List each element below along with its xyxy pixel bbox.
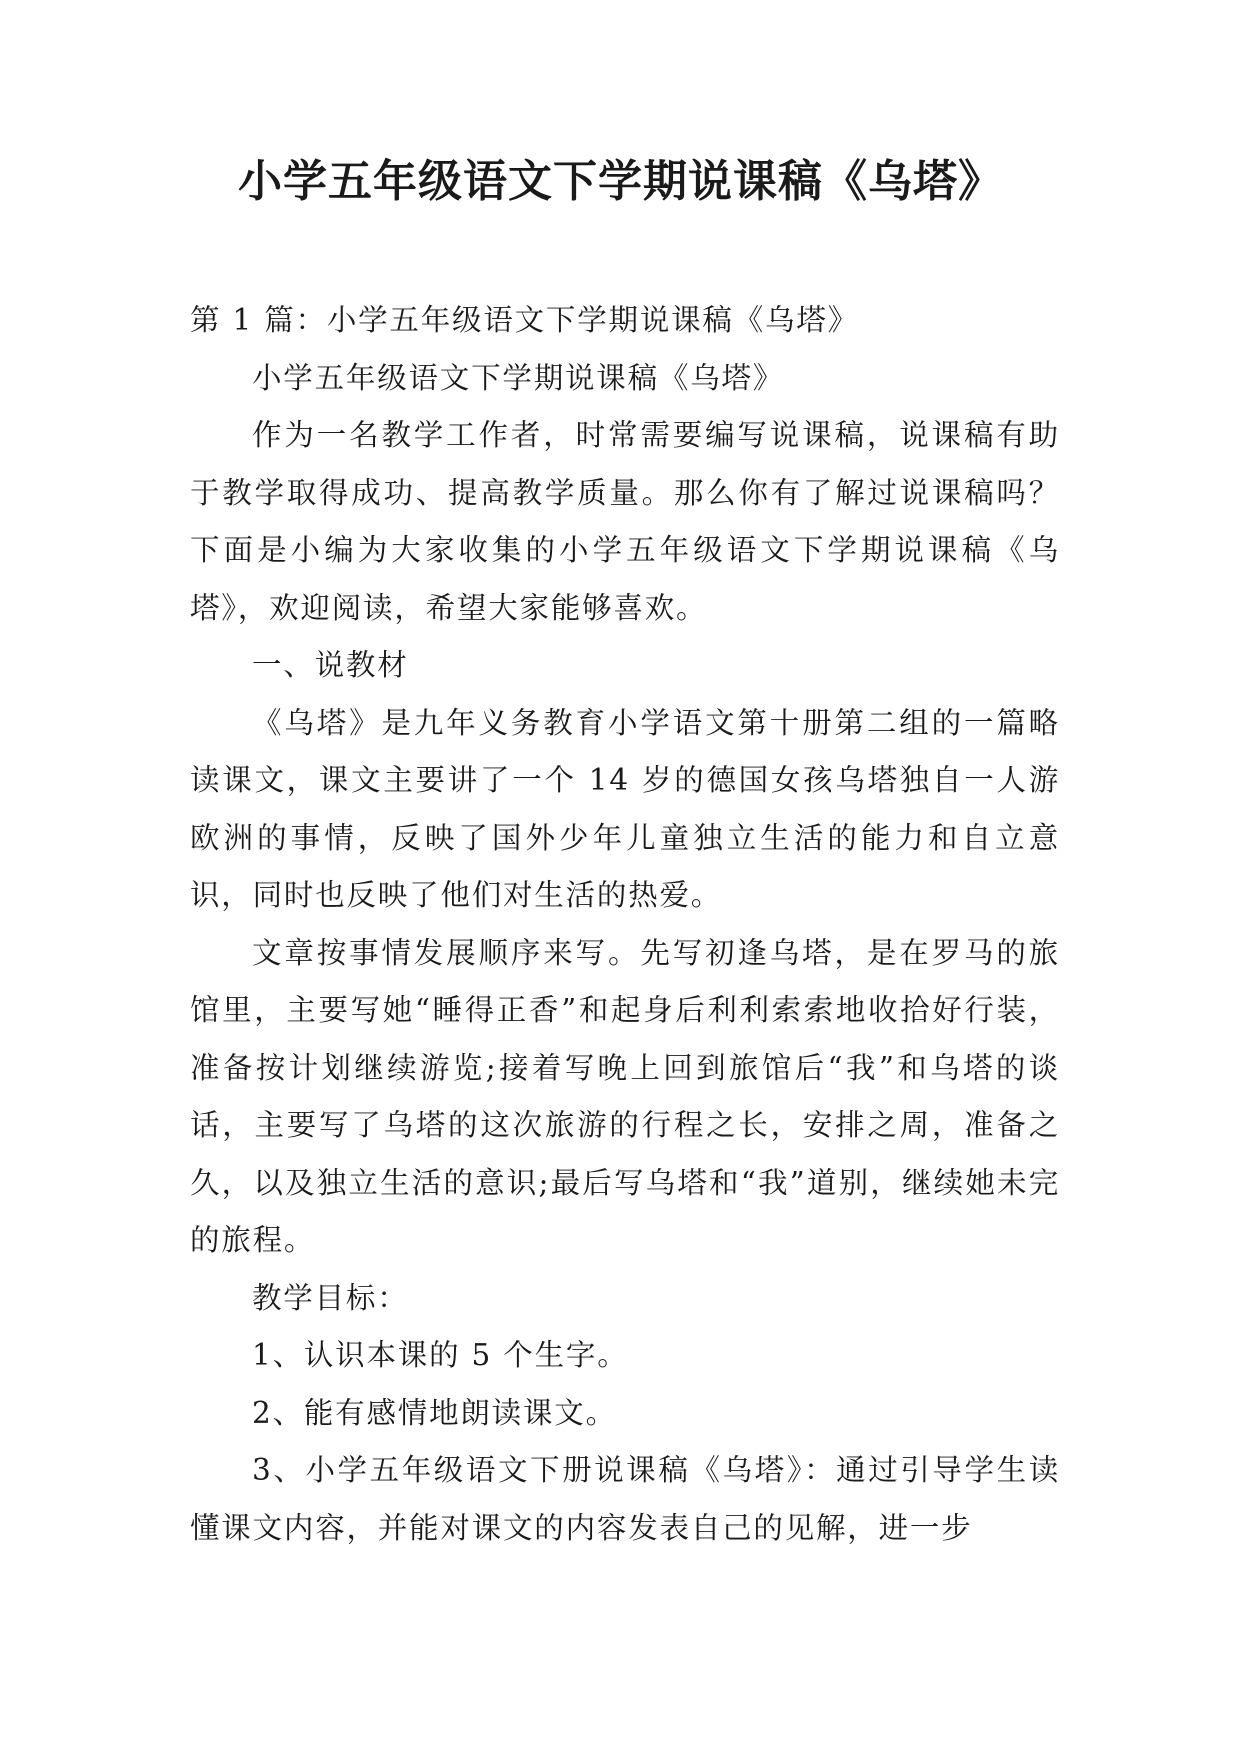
section-heading: 一、说教材 xyxy=(252,648,409,682)
objectives-heading: 教学目标： xyxy=(252,1280,409,1315)
article-subtitle: 小学五年级语文下学期说课稿《乌塔》 xyxy=(252,360,785,395)
chapter-heading: 第 1 篇：小学五年级语文下学期说课稿《乌塔》 xyxy=(190,303,859,337)
document-title: 小学五年级语文下学期说课稿《乌塔》 xyxy=(238,156,1003,207)
objective-item: 2、能有感情地朗读课文。 xyxy=(252,1395,617,1430)
objective-item: 1、认识本课的 5 个生字。 xyxy=(252,1338,629,1372)
intro-paragraph: 作为一名教学工作者，时常需要编写说课稿，说课稿有助于教学取得成功、提高教学质量。那么你有了解过说课稿吗？下面是小编为大家收集的小学五年级语文下学期说课稿《乌塔》，欢迎阅读，希望大家能够喜欢。 xyxy=(190,418,1060,625)
body-paragraph: 文章按事情发展顺序来写。先写初逢乌塔，是在罗马的旅馆里，主要写她“睡得正香”和起身后利利索索地收拾好行装，准备按计划继续游览;接着写晚上回到旅馆后“我”和乌塔的谈话，主要写了乌塔的这次旅游的行程之长，安排之周，准备之久，以及独立生活的意识;最后写乌塔和“我”道别，继续她未完的旅程。 xyxy=(190,935,1060,1257)
document-body xyxy=(190,292,1060,1557)
objective-item: 3、小学五年级语文下册说课稿《乌塔》：通过引导学生读懂课文内容，并能对课文的内容发表自己的见解，进一步 xyxy=(190,1453,1060,1545)
body-paragraph: 《乌塔》是九年义务教育小学语文第十册第二组的一篇略读课文，课文主要讲了一个 14 岁的德国女孩乌塔独自一人游欧洲的事情，反映了国外少年儿童独立生活的能力和自立意识，同时也反映了他们对生活的热爱。 xyxy=(190,705,1060,912)
